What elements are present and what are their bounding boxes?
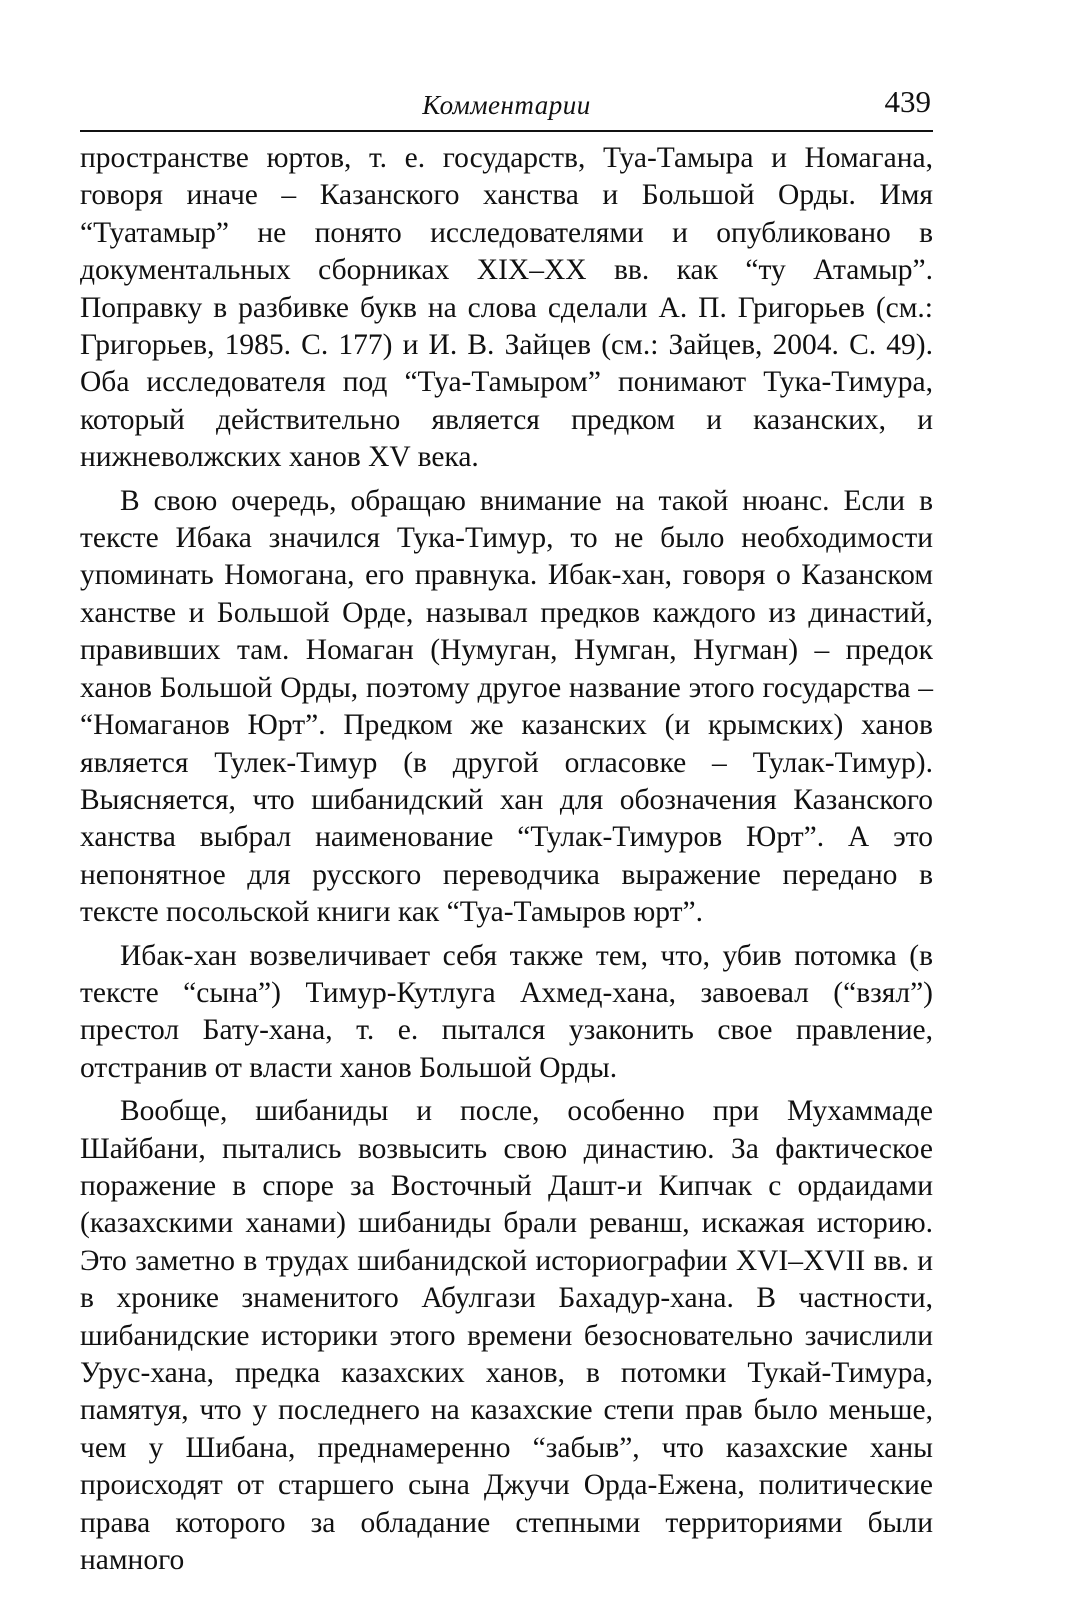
paragraph: пространстве юртов, т. е. государств, Туа-Тамыра и Номагана, говоря иначе – Казанского ханства и Большой Орды. Имя “Туатамыр” не понято исследователями и опубликовано в документальных сборниках XIX–XX вв. как “ту Атамыр”. Поправку в разбивке букв на слова сделали А. П. Григорьев (см.: Григорьев, 1985. С. 177) и И. В. Зайцев (см.: Зайцев, 2004. С. 49). Оба исследователя под “Туа-Тамыром” понимают Тука-Тимура, который действительно является предком и казанских, и нижневолжских ханов XV века. <box>80 142 933 474</box>
paragraph: В свою очередь, обращаю внимание на такой нюанс. Если в тексте Ибака значился Тука-Тимур, то не было необходимости упоминать Номогана, его правнука. Ибак-хан, говоря о Казанском ханстве и Большой Орде, называл предков каждого из династий, правивших там. Номаган (Нумуган, Нумган, Нугман) – предок ханов Большой Орды, поэтому другое название этого государства – “Номаганов Юрт”. Предком же казанских (и крымских) ханов является Тулек-Тимур (в другой огласовке – Тулак-Тимур). Выясняется, что шибанидский хан для обозначения Казанского ханства выбрал наименование “Тулак-Тимуров Юрт”. А это непонятное для русского переводчика выражение передано в тексте посольской книги как “Туа-Тамыров юрт”. <box>80 484 933 929</box>
running-title: Комментарии <box>422 90 591 120</box>
running-header <box>80 84 933 132</box>
body-text <box>80 140 933 1585</box>
paragraph: Вообще, шибаниды и после, особенно при Мухаммаде Шайбани, пытались возвысить свою династию. За фактическое поражение в споре за Восточный Дашт-и Кипчак с ордаидами (казахскими ханами) шибаниды брали реванш, искажая историю. Это заметно в трудах шибанидской историографии XVI–XVII вв. и в хронике знаменитого Абулгази Бахадур-хана. В частности, шибанидские историки этого времени безосновательно зачислили Урус-хана, предка казахских ханов, в потомки Тукай-Тимура, памятуя, что у последнего на казахские степи прав было меньше, чем у Шибана, преднамеренно “забыв”, что казахские ханы происходят от старшего сына Джучи Орда-Ежена, политические права которого за обладание степными территориями были намного <box>80 1095 933 1577</box>
page-number: 439 <box>884 84 931 119</box>
paragraph: Ибак-хан возвеличивает себя также тем, что, убив потомка (в тексте “сына”) Тимур-Кутлуга Ахмед-хана, завоевал (“взял”) престол Бату-хана, т. е. пытался узаконить свое правление, отстранив от власти ханов Большой Орды. <box>80 939 933 1084</box>
